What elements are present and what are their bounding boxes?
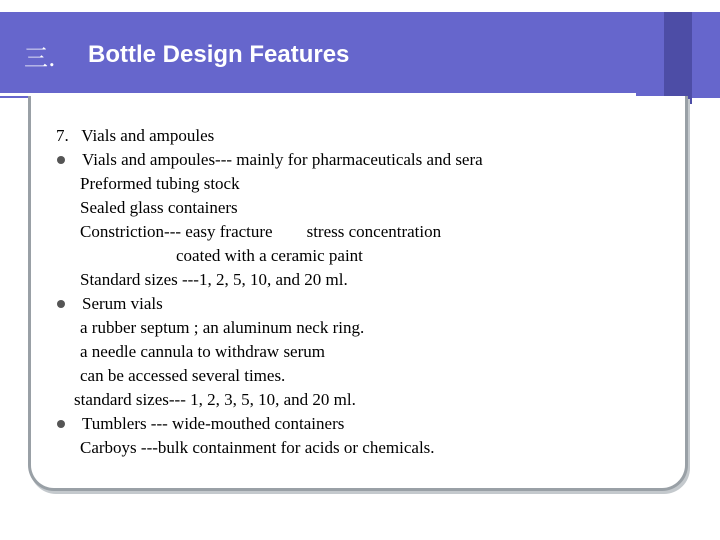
bullet-text: Tumblers --- wide-mouthed containers [82,414,345,433]
detail-line: Carboys ---bulk containment for acids or chemicals. [80,438,435,457]
bullet-vials-ampoules [56,148,676,172]
title-number: 三. [24,43,56,72]
header-shadow [664,12,692,104]
detail-line: Standard sizes ---1, 2, 5, 10, and 20 ml. [80,270,348,289]
bullet-icon [57,300,65,308]
bullet-icon [57,156,65,164]
detail-line: can be accessed several times. [80,366,286,385]
stress-text: stress concentration [306,222,442,241]
constriction-text: Constriction--- easy fracture [80,222,273,241]
detail-line: standard sizes--- 1, 2, 3, 5, 10, and 20 ml. [74,390,356,409]
slide-title [24,38,349,72]
bullet-text: Serum vials [82,294,163,313]
detail-line: a rubber septum ; an aluminum neck ring. [80,318,365,337]
bullet-icon [57,420,65,428]
title-text: Bottle Design Features [88,41,350,68]
detail-line: Sealed glass containers [80,198,238,217]
bullet-text: Vials and ampoules--- mainly for pharmaceuticals and sera [82,150,483,169]
detail-line: Preformed tubing stock [80,174,240,193]
bullet-serum-vials [56,292,676,316]
detail-line: coated with a ceramic paint [176,246,363,265]
detail-line-constriction [56,220,676,244]
slide-content [56,124,676,460]
detail-line: a needle cannula to withdraw serum [80,342,325,361]
bullet-tumblers [56,412,676,436]
section-heading: 7. Vials and ampoules [56,126,215,145]
